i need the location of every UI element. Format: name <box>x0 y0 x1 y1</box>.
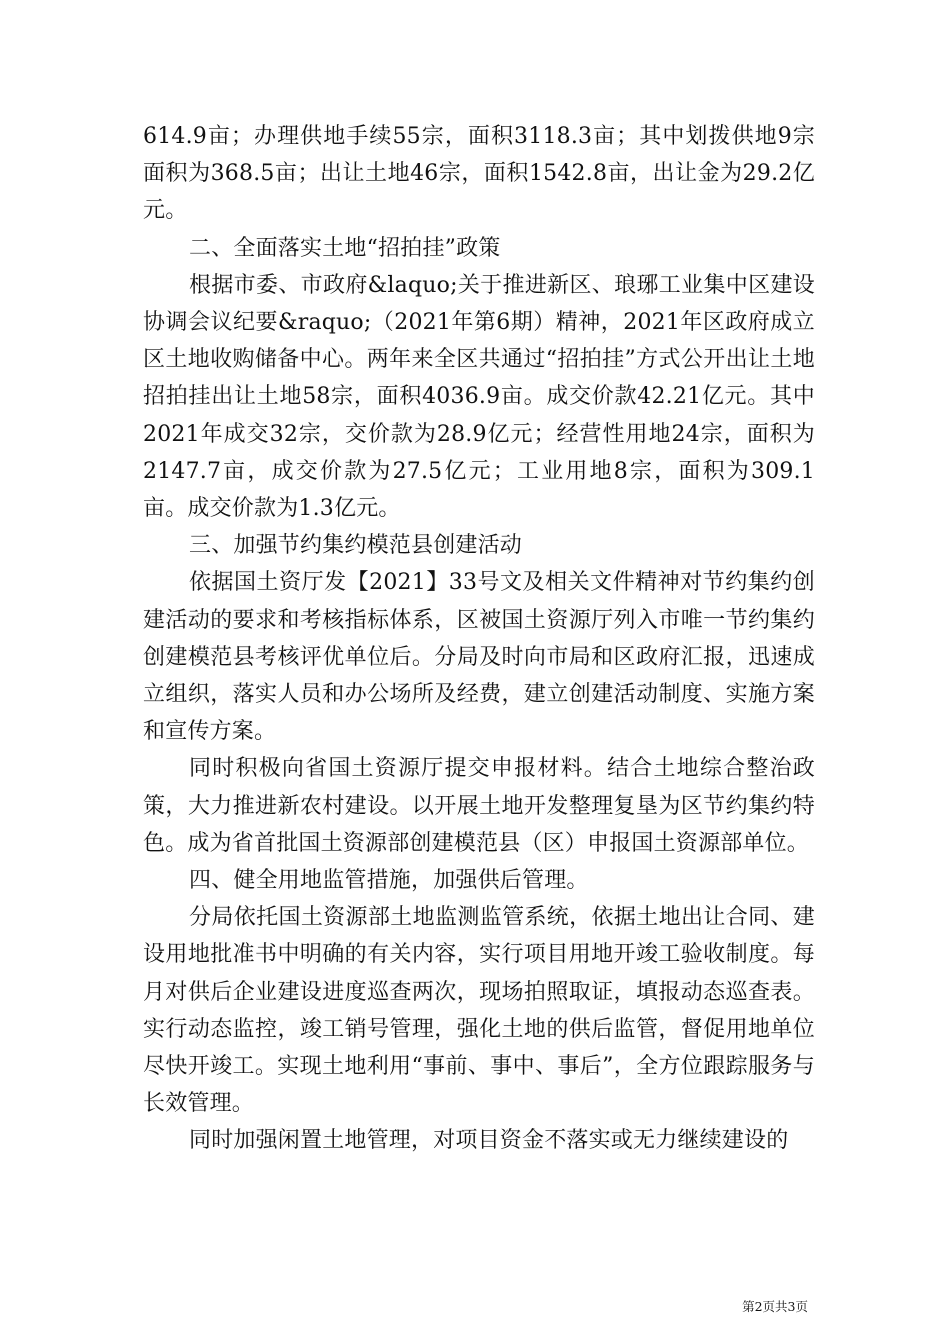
document-body <box>143 118 815 1160</box>
section-heading-2: 二、全面落实土地“招拍挂”政策 <box>189 235 501 261</box>
page-number-footer: 第2页共3页 <box>742 1299 808 1314</box>
paragraph-continuation: 614.9亩；办理供地手续55宗，面积3118.3亩；其中划拨供地9宗面积为368.5亩；出让土地46宗，面积1542.8亩，出让金为29.2亿元。 <box>143 124 815 224</box>
section-heading-4: 四、健全用地监管措施，加强供后管理。 <box>189 868 589 894</box>
paragraph-body: 分局依托国土资源部土地监测监管系统，依据土地出让合同、建设用地批准书中明确的有关内容，实行项目用地开竣工验收制度。每月对供后企业建设进度巡查两次，现场拍照取证，填报动态巡查表。实行动态监控，竣工销号管理，强化土地的供后监管，督促用地单位尽快开竣工。实现土地利用“事前、事中、事后”，全方位跟踪服务与长效管理。 <box>143 905 815 1117</box>
paragraph-body: 根据市委、市政府&laquo;关于推进新区、琅琊工业集中区建设协调会议纪要&raquo;（2021年第6期）精神，2021年区政府成立区土地收购储备中心。两年来全区共通过“招拍挂”方式公开出让土地招拍挂出让土地58宗，面积4036.9亩。成交价款42.21亿元。其中2021年成交32宗，交价款为28.9亿元；经营性用地24宗，面积为2147.7亩，成交价款为27.5亿元；工业用地8宗，面积为309.1亩。成交价款为1.3亿元。 <box>143 272 815 522</box>
paragraph-body: 同时积极向省国土资源厅提交申报材料。结合土地综合整治政策，大力推进新农村建设。以开展土地开发整理复垦为区节约集约特色。成为省首批国土资源部创建模范县（区）申报国土资源部单位。 <box>143 756 815 856</box>
section-heading-3: 三、加强节约集约模范县创建活动 <box>189 533 523 559</box>
paragraph-body: 依据国土资厅发【2021】33号文及相关文件精神对节约集约创建活动的要求和考核指标体系，区被国土资源厅列入市唯一节约集约创建模范县考核评优单位后。分局及时向市局和区政府汇报，迅速成立组织，落实人员和办公场所及经费，建立创建活动制度、实施方案和宣传方案。 <box>143 570 815 745</box>
paragraph-body: 同时加强闲置土地管理，对项目资金不落实或无力继续建设的 <box>189 1128 789 1154</box>
